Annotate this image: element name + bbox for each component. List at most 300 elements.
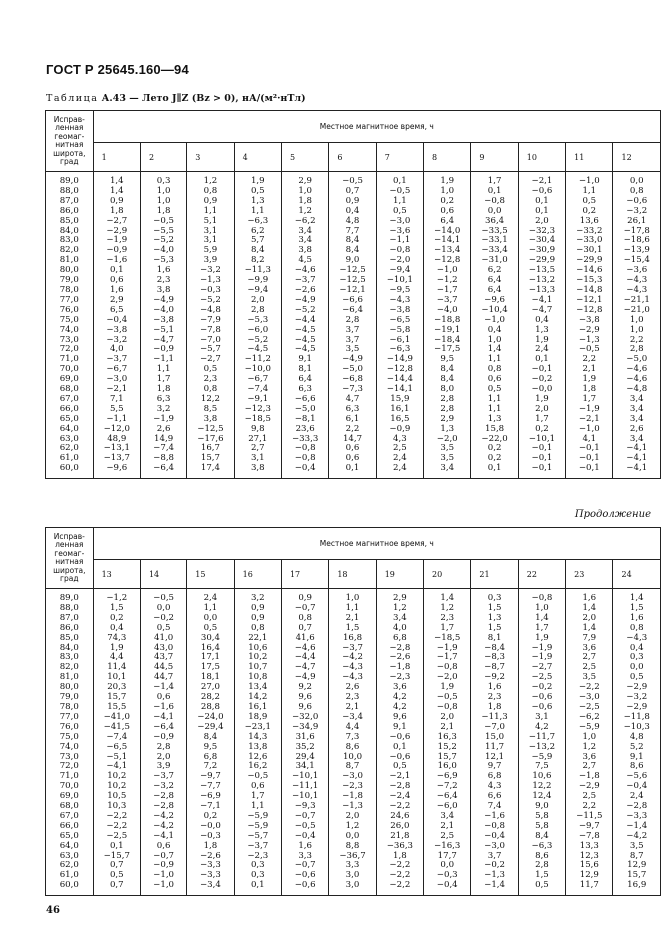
latitude-cell: 87,0 [46, 614, 94, 624]
value-cell: 4,5 [281, 256, 328, 266]
latitude-cell: 82,0 [46, 246, 94, 256]
value-cell: −0,5 [424, 693, 471, 703]
table-body [46, 589, 661, 896]
hour-header: 19 [376, 560, 423, 589]
value-cell: −2,1 [376, 772, 423, 782]
value-cell: 9,5 [187, 743, 234, 753]
value-cell: −6,3 [234, 217, 281, 227]
value-cell: −1,3 [566, 336, 613, 346]
value-cell: 3,8 [187, 415, 234, 425]
latitude-cell: 78,0 [46, 703, 94, 713]
value-cell: −18,5 [424, 634, 471, 644]
value-cell: −6,4 [329, 306, 376, 316]
value-cell: 0,6 [140, 842, 186, 852]
value-cell: 3,7 [471, 852, 518, 862]
hour-header: 22 [518, 560, 565, 589]
value-cell: 2,2 [329, 425, 376, 435]
value-cell: 36,4 [471, 217, 518, 227]
value-cell: 2,2 [566, 355, 613, 365]
value-cell: 8,4 [187, 733, 234, 743]
value-cell: −0,0 [187, 822, 234, 832]
value-cell: −16,3 [424, 842, 471, 852]
value-cell: 24,6 [376, 812, 423, 822]
value-cell: 3,8 [234, 464, 281, 478]
value-cell: 6,2 [234, 227, 281, 237]
value-cell: 9,1 [281, 355, 328, 365]
value-cell: 9,1 [376, 723, 423, 733]
latitude-cell: 83,0 [46, 236, 94, 246]
value-cell: 1,7 [566, 395, 613, 405]
value-cell: −0,7 [281, 604, 328, 614]
value-cell: −33,4 [471, 246, 518, 256]
value-cell: 0,9 [93, 197, 140, 207]
value-cell: 2,3 [424, 614, 471, 624]
value-cell: −0,1 [518, 444, 565, 454]
value-cell: 3,4 [424, 464, 471, 478]
value-cell: −17,8 [613, 227, 661, 237]
value-cell: 2,9 [424, 415, 471, 425]
value-cell: −4,5 [281, 326, 328, 336]
value-cell: 9,0 [518, 802, 565, 812]
value-cell: −6,5 [376, 316, 423, 326]
value-cell: 26,1 [613, 217, 661, 227]
value-cell: −5,2 [281, 306, 328, 316]
value-cell: 0,6 [140, 693, 186, 703]
value-cell: −6,3 [376, 345, 423, 355]
table-row [46, 326, 661, 336]
value-cell: −4,1 [140, 832, 186, 842]
value-cell: −8,7 [471, 663, 518, 673]
value-cell: 3,4 [613, 415, 661, 425]
value-cell: 0,1 [93, 842, 140, 852]
value-cell: −6,0 [234, 326, 281, 336]
value-cell: −4,3 [613, 634, 661, 644]
value-cell: −0,4 [613, 782, 661, 792]
value-cell: −12,5 [329, 266, 376, 276]
value-cell: 7,9 [566, 634, 613, 644]
latitude-cell: 85,0 [46, 634, 94, 644]
value-cell: −5,3 [234, 316, 281, 326]
value-cell: 8,4 [329, 246, 376, 256]
value-cell: 4,7 [329, 395, 376, 405]
value-cell: 0,0 [613, 663, 661, 673]
value-cell: −2,0 [424, 435, 471, 445]
value-cell: 5,1 [187, 217, 234, 227]
value-cell: −14,1 [376, 385, 423, 395]
value-cell: 10,3 [93, 802, 140, 812]
value-cell: −1,8 [329, 792, 376, 802]
latitude-cell: 89,0 [46, 172, 94, 187]
value-cell: −1,7 [424, 286, 471, 296]
value-cell: −3,7 [329, 644, 376, 654]
value-cell: −4,4 [281, 653, 328, 663]
latitude-cell: 86,0 [46, 207, 94, 217]
value-cell: 4,2 [376, 693, 423, 703]
value-cell: 2,4 [376, 464, 423, 478]
latitude-cell: 77,0 [46, 296, 94, 306]
value-cell: 74,3 [93, 634, 140, 644]
value-cell: −31,0 [471, 256, 518, 266]
value-cell: 0,0 [613, 172, 661, 187]
value-cell: 15,5 [93, 703, 140, 713]
value-cell: 43,0 [140, 644, 186, 654]
value-cell: −33,0 [566, 236, 613, 246]
latitude-cell: 89,0 [46, 589, 94, 604]
value-cell: −2,9 [613, 703, 661, 713]
value-cell: −5,2 [187, 296, 234, 306]
value-cell: 26,0 [376, 822, 423, 832]
value-cell: 9,5 [424, 355, 471, 365]
value-cell: −3,3 [187, 871, 234, 881]
value-cell: −4,9 [281, 673, 328, 683]
value-cell: 2,6 [329, 683, 376, 693]
value-cell: −30,4 [518, 236, 565, 246]
value-cell: −1,1 [140, 355, 186, 365]
value-cell: 0,9 [234, 604, 281, 614]
value-cell: −2,5 [518, 673, 565, 683]
value-cell: −4,1 [140, 713, 186, 723]
value-cell: 5,7 [234, 236, 281, 246]
value-cell: −0,7 [140, 852, 186, 862]
value-cell: −32,0 [281, 713, 328, 723]
value-cell: 6,4 [471, 276, 518, 286]
value-cell: −9,7 [566, 822, 613, 832]
value-cell: −1,9 [566, 405, 613, 415]
value-cell: 1,9 [234, 172, 281, 187]
value-cell: −2,3 [329, 782, 376, 792]
table-a43-part1 [45, 110, 661, 479]
value-cell: 2,4 [518, 345, 565, 355]
value-cell: 15,7 [187, 454, 234, 464]
value-cell: 1,4 [471, 345, 518, 355]
value-cell: 12,9 [613, 861, 661, 871]
value-cell: 15,7 [613, 871, 661, 881]
value-cell: 1,7 [471, 172, 518, 187]
value-cell: 0,2 [93, 614, 140, 624]
value-cell: 0,1 [234, 881, 281, 895]
value-cell: 0,0 [471, 207, 518, 217]
value-cell: −2,0 [376, 256, 423, 266]
value-cell: 3,1 [518, 713, 565, 723]
value-cell: 1,9 [424, 683, 471, 693]
value-cell: −2,7 [518, 663, 565, 673]
value-cell: 8,1 [471, 634, 518, 644]
latitude-cell: 65,0 [46, 415, 94, 425]
value-cell: −0,8 [281, 454, 328, 464]
latitude-cell: 67,0 [46, 812, 94, 822]
value-cell: −4,3 [329, 663, 376, 673]
value-cell: 6,4 [424, 217, 471, 227]
value-cell: −13,1 [93, 444, 140, 454]
value-cell: 1,8 [187, 842, 234, 852]
value-cell: −0,6 [518, 187, 565, 197]
value-cell: −8,1 [281, 415, 328, 425]
value-cell: −11,2 [234, 355, 281, 365]
value-cell: −0,6 [518, 703, 565, 713]
value-cell: 1,2 [187, 172, 234, 187]
value-cell: −41,5 [93, 723, 140, 733]
value-cell: −5,0 [613, 355, 661, 365]
value-cell: −1,9 [424, 644, 471, 654]
value-cell: −3,4 [187, 881, 234, 895]
value-cell: −12,5 [329, 276, 376, 286]
value-cell: 0,6 [329, 454, 376, 464]
caption-text: А.43 — Лето J∥Z (Bz > 0), нА/(м²·нТл) [101, 93, 306, 104]
latitude-cell: 60,0 [46, 881, 94, 895]
latitude-cell: 68,0 [46, 385, 94, 395]
value-cell: 1,8 [281, 197, 328, 207]
value-cell: 48,9 [93, 435, 140, 445]
value-cell: 3,4 [376, 614, 423, 624]
value-cell: 2,0 [140, 753, 186, 763]
value-cell: −14,1 [424, 236, 471, 246]
value-cell: 2,2 [613, 336, 661, 346]
value-cell: −2,2 [376, 861, 423, 871]
value-cell: 0,9 [234, 614, 281, 624]
value-cell: 15,0 [471, 733, 518, 743]
value-cell: 2,1 [566, 365, 613, 375]
value-cell: −2,0 [424, 673, 471, 683]
value-cell: 1,6 [566, 589, 613, 604]
time-header: Местное магнитное время, ч [93, 111, 660, 143]
value-cell: −6,1 [376, 336, 423, 346]
value-cell: 10,2 [93, 772, 140, 782]
value-cell: 1,5 [518, 871, 565, 881]
value-cell: −22,0 [471, 435, 518, 445]
value-cell: −12,5 [187, 425, 234, 435]
value-cell: 1,7 [140, 375, 186, 385]
table-row [46, 881, 661, 895]
value-cell: −14,9 [376, 355, 423, 365]
value-cell: −18,6 [613, 236, 661, 246]
latitude-cell: 64,0 [46, 425, 94, 435]
value-cell: −5,6 [613, 772, 661, 782]
value-cell: 2,8 [140, 743, 186, 753]
value-cell: 9,6 [281, 693, 328, 703]
value-cell: 1,1 [471, 405, 518, 415]
value-cell: 13,4 [234, 683, 281, 693]
value-cell: 27,1 [234, 435, 281, 445]
value-cell: −0,8 [471, 822, 518, 832]
value-cell: −6,0 [424, 802, 471, 812]
value-cell: −9,5 [376, 286, 423, 296]
value-cell: −34,9 [281, 723, 328, 733]
latitude-cell: 66,0 [46, 822, 94, 832]
value-cell: −6,4 [140, 723, 186, 733]
value-cell: −12,1 [566, 296, 613, 306]
value-cell: 16,5 [376, 415, 423, 425]
value-cell: −14,8 [566, 286, 613, 296]
value-cell: −14,0 [424, 227, 471, 237]
value-cell: 0,5 [566, 197, 613, 207]
value-cell: 0,8 [613, 624, 661, 634]
value-cell: 8,4 [424, 365, 471, 375]
value-cell: 2,7 [234, 444, 281, 454]
value-cell: 3,2 [234, 589, 281, 604]
value-cell: −2,4 [376, 792, 423, 802]
value-cell: 2,0 [566, 614, 613, 624]
value-cell: −0,3 [424, 871, 471, 881]
value-cell: 1,8 [93, 207, 140, 217]
value-cell: −4,2 [329, 653, 376, 663]
value-cell: 2,9 [93, 296, 140, 306]
value-cell: −0,6 [281, 881, 328, 895]
value-cell: −2,9 [93, 227, 140, 237]
value-cell: −0,5 [140, 217, 186, 227]
value-cell: 3,3 [281, 852, 328, 862]
value-cell: 8,4 [329, 236, 376, 246]
value-cell: −1,0 [566, 172, 613, 187]
value-cell: −2,2 [93, 812, 140, 822]
value-cell: −14,4 [376, 375, 423, 385]
value-cell: 6,3 [140, 395, 186, 405]
latitude-cell: 75,0 [46, 316, 94, 326]
value-cell: −4,3 [376, 296, 423, 306]
value-cell: −8,4 [471, 644, 518, 654]
value-cell: 1,1 [471, 355, 518, 365]
value-cell: −0,1 [518, 464, 565, 478]
value-cell: 12,9 [566, 871, 613, 881]
value-cell: −0,5 [376, 187, 423, 197]
value-cell: −1,0 [424, 266, 471, 276]
caption-prefix: Таблица [46, 93, 99, 104]
value-cell: 0,5 [518, 881, 565, 895]
value-cell: 10,6 [234, 644, 281, 654]
latitude-cell: 82,0 [46, 663, 94, 673]
value-cell: 16,2 [234, 762, 281, 772]
value-cell: 0,2 [471, 444, 518, 454]
value-cell: 1,8 [140, 207, 186, 217]
value-cell: 1,0 [566, 733, 613, 743]
value-cell: −2,9 [613, 683, 661, 693]
value-cell: 2,8 [234, 306, 281, 316]
latitude-cell: 71,0 [46, 772, 94, 782]
latitude-cell: 87,0 [46, 197, 94, 207]
value-cell: −12,8 [566, 306, 613, 316]
value-cell: −17,6 [187, 435, 234, 445]
value-cell: 2,0 [329, 812, 376, 822]
value-cell: −29,9 [566, 256, 613, 266]
value-cell: −12,3 [234, 405, 281, 415]
value-cell: −4,0 [424, 306, 471, 316]
value-cell: −0,5 [234, 772, 281, 782]
latitude-cell: 88,0 [46, 187, 94, 197]
value-cell: −19,1 [424, 326, 471, 336]
value-cell: −7,4 [140, 444, 186, 454]
value-cell: −1,9 [518, 653, 565, 663]
value-cell: −3,3 [187, 861, 234, 871]
value-cell: 18,1 [187, 673, 234, 683]
latitude-cell: 73,0 [46, 753, 94, 763]
value-cell: 3,0 [329, 871, 376, 881]
value-cell: 0,5 [613, 673, 661, 683]
value-cell: −7,8 [187, 326, 234, 336]
value-cell: 0,6 [93, 276, 140, 286]
value-cell: −3,7 [93, 355, 140, 365]
value-cell: 0,5 [187, 624, 234, 634]
value-cell: 0,1 [471, 464, 518, 478]
value-cell: 0,9 [329, 197, 376, 207]
value-cell: 4,3 [376, 435, 423, 445]
value-cell: −1,9 [140, 415, 186, 425]
value-cell: −2,7 [93, 217, 140, 227]
hour-header: 4 [234, 143, 281, 172]
value-cell: −30,1 [566, 246, 613, 256]
value-cell: −0,5 [140, 589, 186, 604]
value-cell: 0,4 [518, 316, 565, 326]
value-cell: 44,5 [140, 663, 186, 673]
hour-header: 7 [376, 143, 423, 172]
value-cell: −11,3 [471, 713, 518, 723]
value-cell: 0,7 [281, 624, 328, 634]
value-cell: −2,3 [376, 673, 423, 683]
value-cell: −4,7 [281, 663, 328, 673]
value-cell: 3,5 [424, 444, 471, 454]
value-cell: 1,3 [424, 425, 471, 435]
latitude-cell: 61,0 [46, 871, 94, 881]
value-cell: 3,8 [140, 286, 186, 296]
value-cell: 1,4 [613, 589, 661, 604]
value-cell: −13,2 [518, 276, 565, 286]
value-cell: −9,2 [471, 673, 518, 683]
value-cell: −4,2 [613, 832, 661, 842]
value-cell: −10,1 [281, 792, 328, 802]
latitude-cell: 73,0 [46, 336, 94, 346]
hour-header: 12 [613, 143, 661, 172]
value-cell: 2,9 [281, 172, 328, 187]
value-cell: 1,1 [329, 604, 376, 614]
value-cell: −0,2 [518, 375, 565, 385]
value-cell: 17,4 [187, 464, 234, 478]
value-cell: −1,0 [471, 316, 518, 326]
value-cell: 1,2 [329, 822, 376, 832]
value-cell: 6,8 [471, 772, 518, 782]
value-cell: −2,2 [376, 881, 423, 895]
value-cell: 3,4 [613, 395, 661, 405]
value-cell: −13,9 [613, 246, 661, 256]
value-cell: 2,3 [140, 276, 186, 286]
latitude-cell: 79,0 [46, 276, 94, 286]
value-cell: 14,7 [329, 435, 376, 445]
value-cell: 1,9 [518, 634, 565, 644]
value-cell: 9,1 [613, 753, 661, 763]
latitude-cell: 62,0 [46, 861, 94, 871]
value-cell: 1,5 [329, 624, 376, 634]
value-cell: −2,1 [518, 172, 565, 187]
value-cell: 8,4 [424, 375, 471, 385]
value-cell: 8,1 [281, 365, 328, 375]
hour-header: 17 [281, 560, 328, 589]
value-cell: −6,7 [234, 375, 281, 385]
value-cell: −33,5 [471, 227, 518, 237]
value-cell: 1,5 [93, 604, 140, 614]
value-cell: 4,1 [566, 435, 613, 445]
hour-header: 14 [140, 560, 186, 589]
value-cell: 9,6 [281, 703, 328, 713]
value-cell: −9,7 [187, 772, 234, 782]
value-cell: 3,5 [329, 345, 376, 355]
value-cell: 7,7 [329, 227, 376, 237]
value-cell: 8,4 [234, 246, 281, 256]
value-cell: 0,4 [329, 207, 376, 217]
value-cell: 12,1 [471, 753, 518, 763]
value-cell: −2,2 [376, 871, 423, 881]
value-cell: 16,1 [234, 703, 281, 713]
value-cell: −2,6 [376, 653, 423, 663]
value-cell: −12,1 [329, 286, 376, 296]
value-cell: −1,0 [140, 871, 186, 881]
value-cell: −2,1 [93, 385, 140, 395]
